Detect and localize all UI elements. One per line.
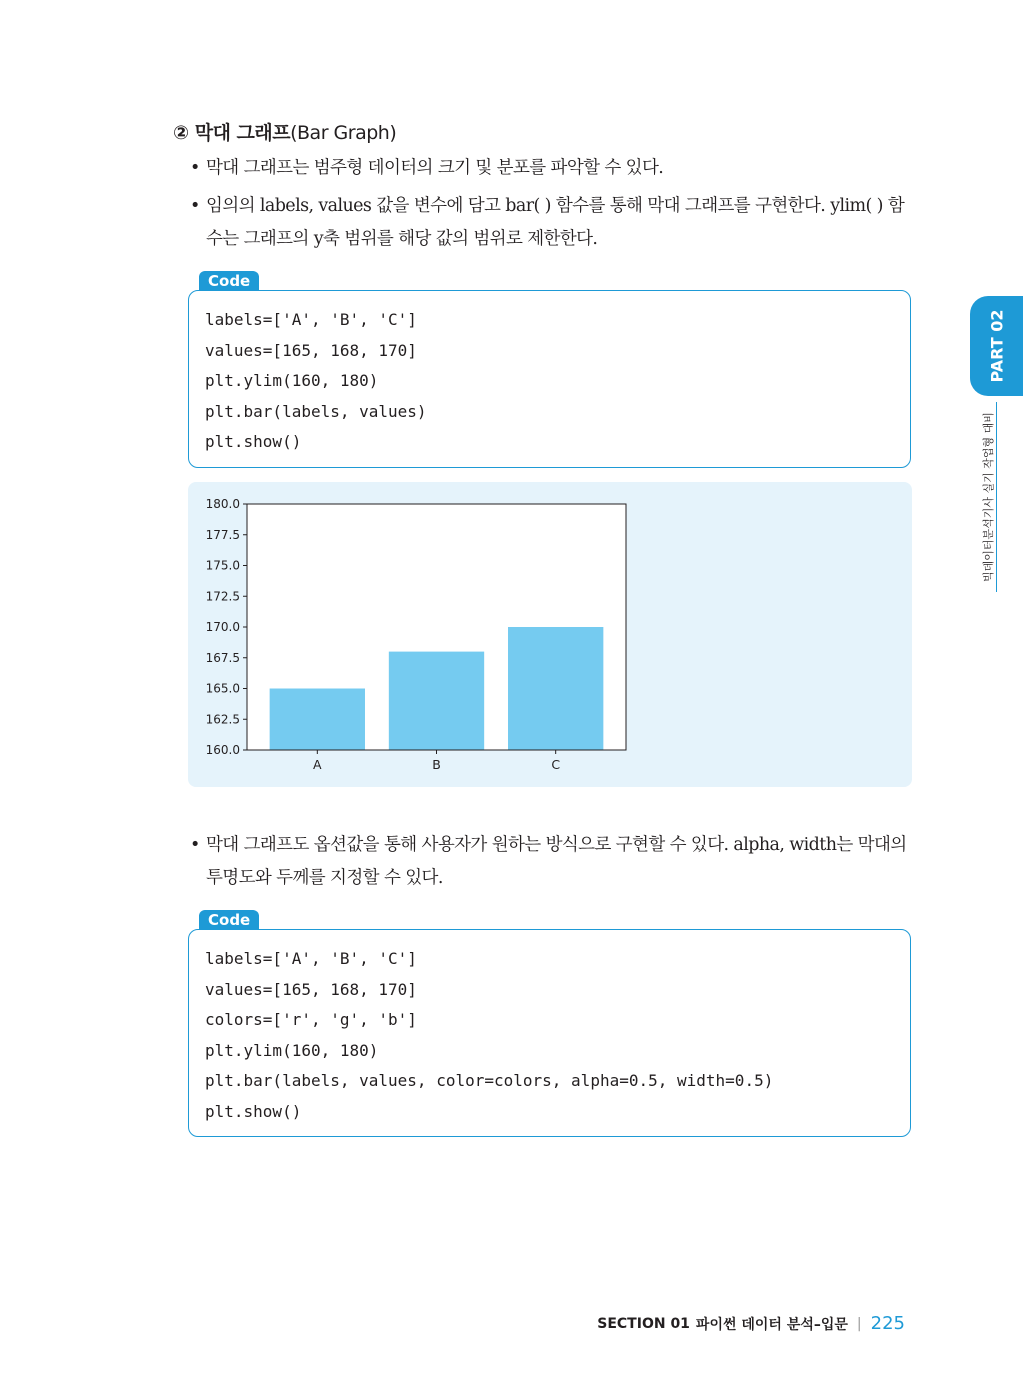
part-tab-label: PART 02 xyxy=(987,309,1006,383)
y-tick-label: 175.0 xyxy=(205,558,240,573)
heading-title-en: (Bar Graph) xyxy=(290,122,397,144)
y-tick-label: 167.5 xyxy=(205,650,240,665)
code-line: plt.ylim(160, 180) xyxy=(205,1040,379,1060)
page-number: 225 xyxy=(870,1313,905,1334)
section-heading xyxy=(173,118,396,145)
code-block xyxy=(188,290,911,468)
heading-number: ② xyxy=(173,122,189,144)
footer-title: 파이썬 데이터 분석–입문 xyxy=(695,1316,848,1333)
bar-c xyxy=(508,627,603,750)
bullet-text: 막대 그래프는 범주형 데이터의 크기 및 분포를 파악할 수 있다. xyxy=(206,158,664,178)
bullet-item xyxy=(190,829,918,895)
bullet-dot: • xyxy=(190,835,200,855)
code-line: plt.bar(labels, values) xyxy=(205,401,427,421)
code-line: plt.ylim(160, 180) xyxy=(205,371,379,390)
code-line: plt.bar(labels, values, color=colors, alpha=0.5, width=0.5) xyxy=(205,1071,774,1090)
page-footer xyxy=(597,1313,905,1334)
bullet-text: 임의의 labels, values 값을 변수에 담고 bar( ) 함수를 통해 막대 그래프를 구현한다. ylim( ) 함수는 그래프의 y축 범위를 해당 값의 범위로 제한한다. xyxy=(206,196,905,249)
code-label: Code xyxy=(199,910,259,930)
bar-a xyxy=(270,689,365,751)
side-divider xyxy=(996,402,997,592)
y-tick-label: 162.5 xyxy=(205,712,240,727)
bullet-item xyxy=(190,152,918,185)
y-tick-label: 165.0 xyxy=(205,681,240,696)
bullet-dot: • xyxy=(190,158,200,178)
y-tick-label: 180.0 xyxy=(205,497,240,511)
code-label: Code xyxy=(199,271,259,291)
footer-section: SECTION 01 xyxy=(597,1315,690,1332)
y-tick-label: 177.5 xyxy=(205,527,240,542)
bullet-text: 막대 그래프도 옵션값을 통해 사용자가 원하는 방식으로 구현할 수 있다. alpha, width는 막대의 투명도와 두께를 지정할 수 있다. xyxy=(206,835,907,888)
y-tick-label: 172.5 xyxy=(205,589,240,604)
x-tick-label: C xyxy=(551,757,561,772)
x-tick-label: B xyxy=(432,757,441,772)
x-tick-label: A xyxy=(313,757,322,772)
code-line: plt.show() xyxy=(205,1101,302,1121)
chart-panel xyxy=(188,482,912,787)
part-tab xyxy=(970,296,1023,396)
bullet-item xyxy=(190,190,918,256)
bar-b xyxy=(389,652,484,750)
code-line: plt.show() xyxy=(205,432,302,451)
code-line: labels=['A', 'B', 'C'] xyxy=(205,949,417,968)
code-block xyxy=(188,929,911,1137)
heading-title-ko: 막대 그래프 xyxy=(194,122,291,144)
y-tick-label: 170.0 xyxy=(205,620,240,634)
bar-chart xyxy=(188,482,912,787)
side-subtitle-text: 빅데이터분석기사 실기 작업형 대비 xyxy=(982,412,995,582)
code-line: labels=['A', 'B', 'C'] xyxy=(205,310,417,329)
bullet-dot: • xyxy=(190,196,200,216)
code-line: values=[165, 168, 170] xyxy=(205,979,417,999)
code-line: values=[165, 168, 170] xyxy=(205,340,417,360)
y-tick-label: 160.0 xyxy=(205,743,240,757)
code-line: colors=['r', 'g', 'b'] xyxy=(205,1010,417,1029)
footer-separator: | xyxy=(856,1315,862,1332)
